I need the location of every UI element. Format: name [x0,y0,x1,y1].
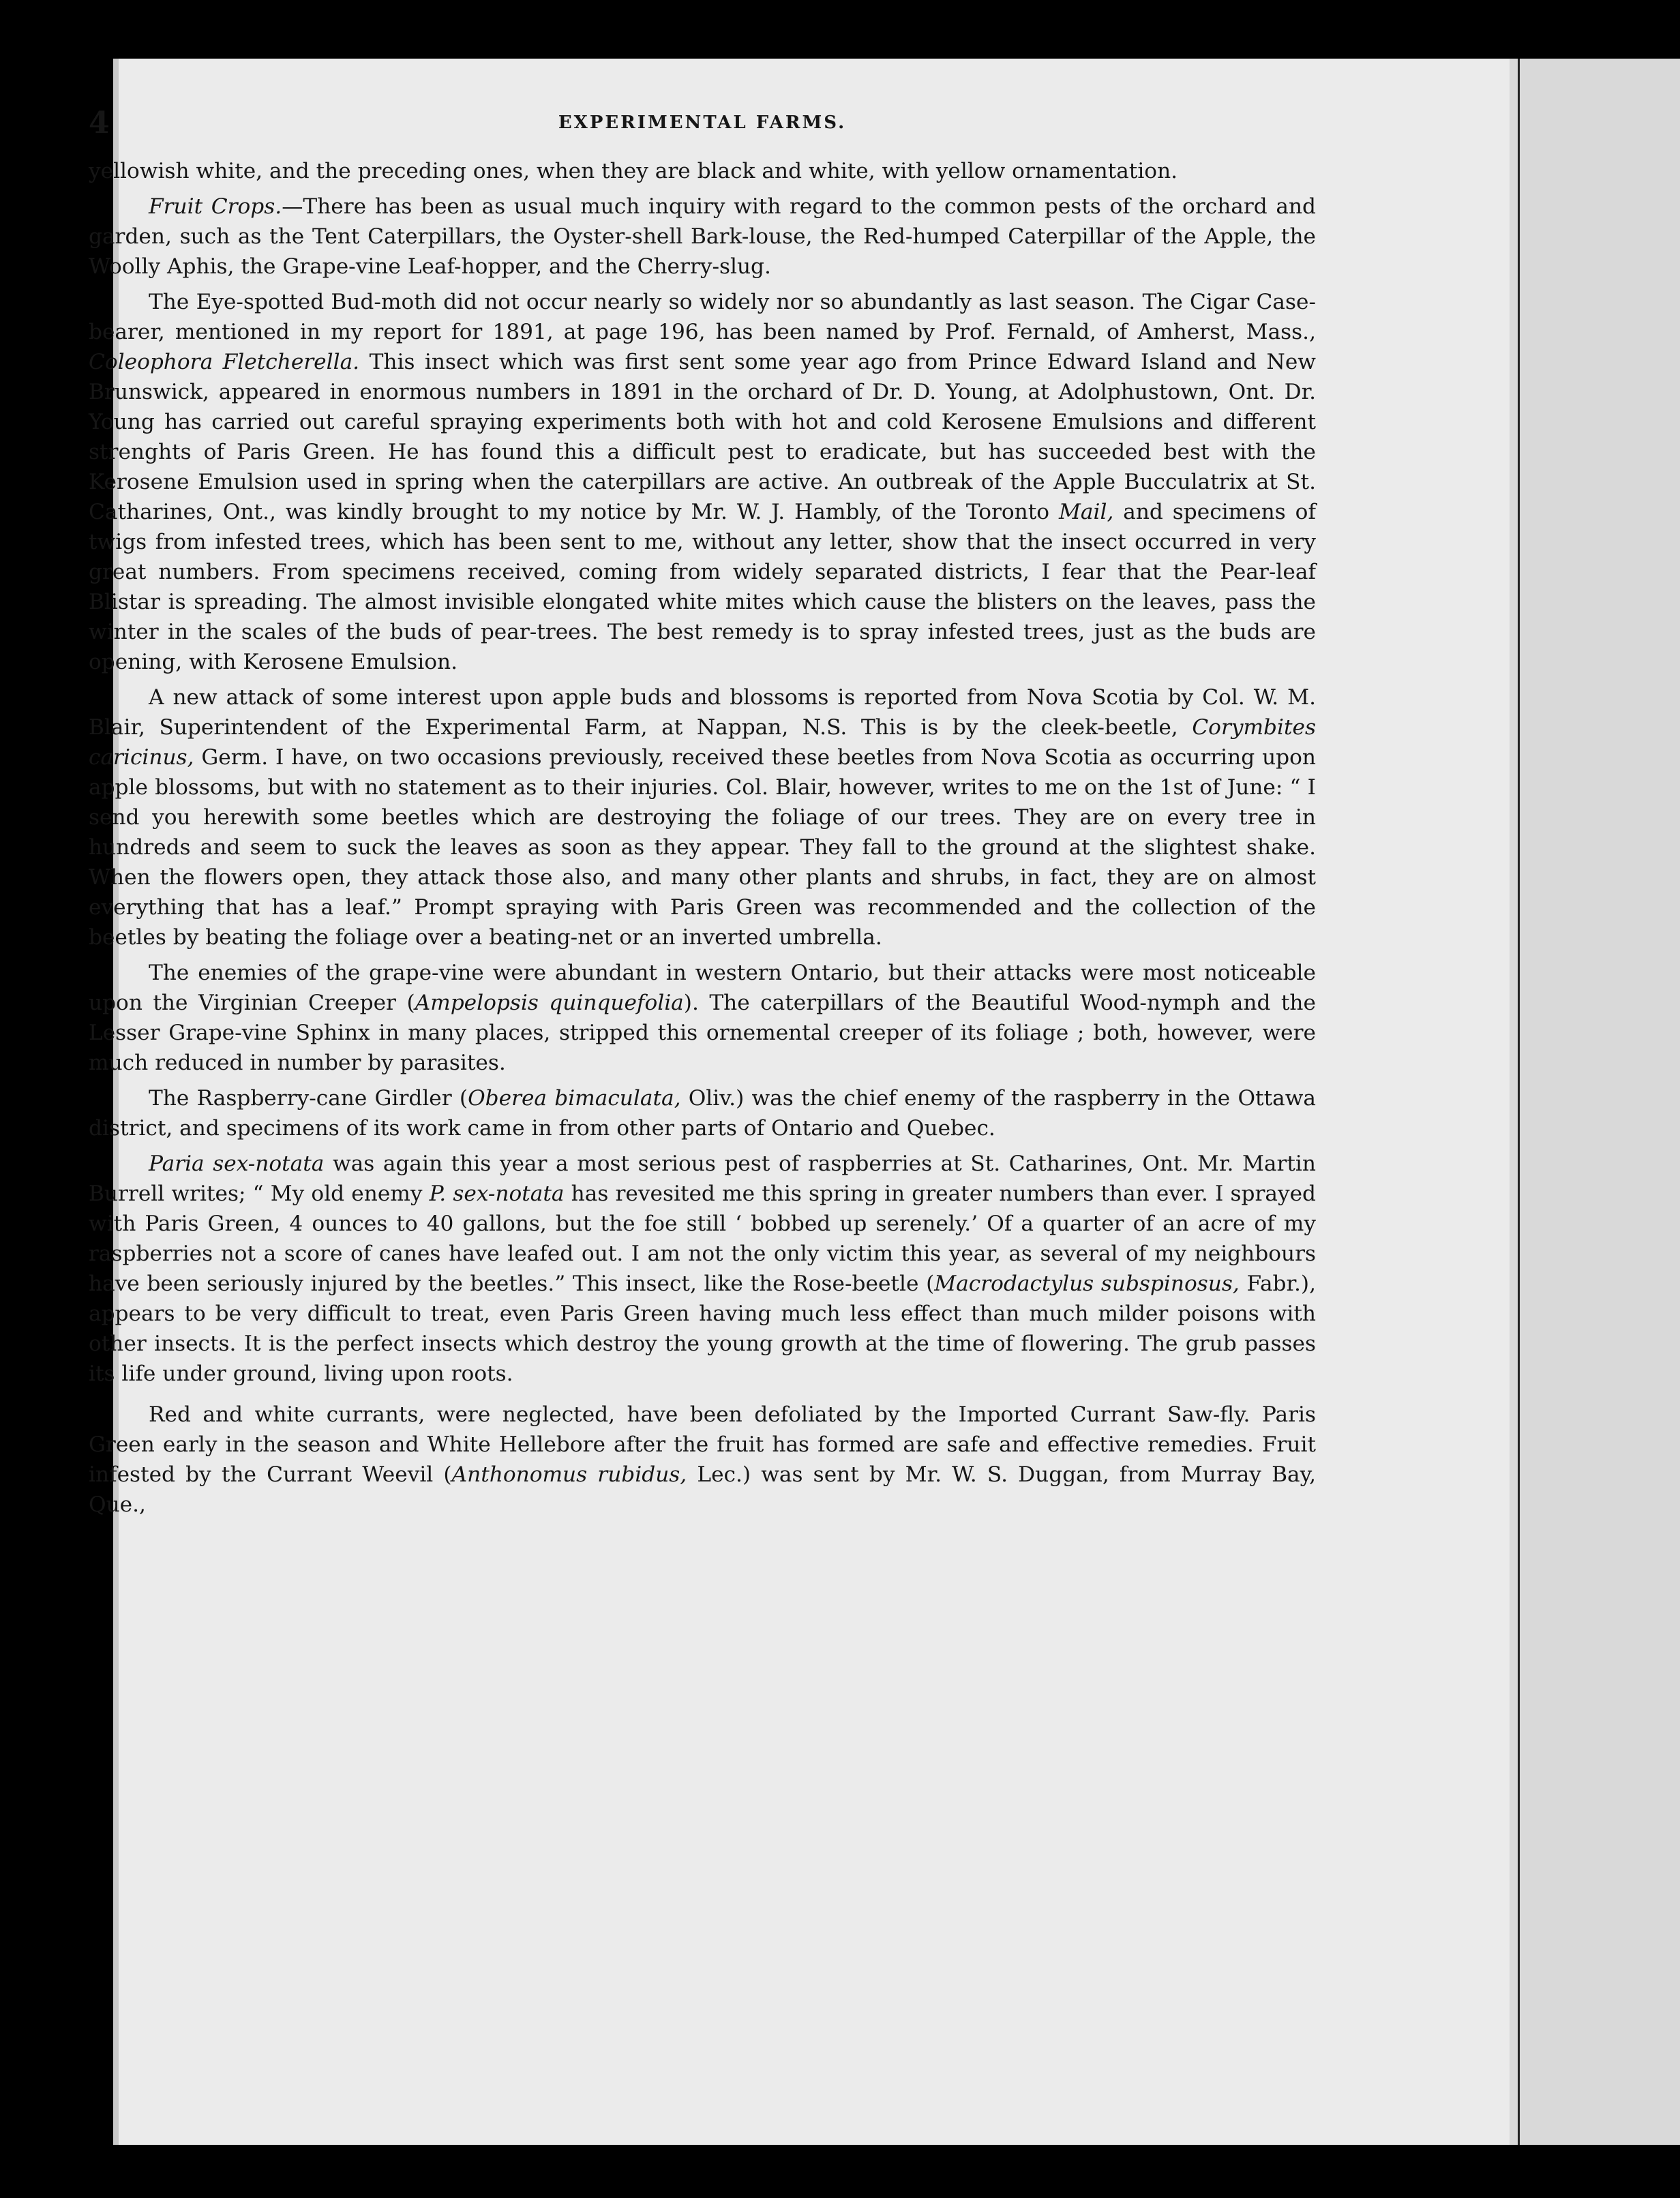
text-run: and specimens of twigs from infested trees, which has been sent to me, without any letter, show that the insect occurred in very great numbers. From specimens received, coming from widely separated districts, I fear that the Pear-leaf Blistar is spreading. The almost invisible elongated white mites which cause the blisters on the leaves, pass the winter in the scales of the buds of pear-trees. The best remedy is to spray infested trees, just as the buds are opening, with Kerosene Emulsion. [89,500,1316,674]
italic-text-run: Coleophora Fletcherella. [89,350,360,374]
text-run: A new attack of some interest upon apple buds and blossoms is reported from Nova Scotia by Col. W. M. Blair, Superintendent of the Experimental Farm, at Nappan, N.S. This is by the cleek-beetle, [89,685,1316,740]
text-run: This insect which was first sent some year ago from Prince Edward Island and New Brunswick, appeared in enormous numbers in 1891 in the orchard of Dr. D. Young, at Adolphustown, Ont. Dr. Young has carried out careful spraying experiments both with hot and cold Kerosene Emulsions and different strenghts of Paris Green. He has found this a difficult pest to eradicate, but has succeeded best with the Kerosene Emulsion used in spring when the caterpillars are active. An outbreak of the Apple Bucculatrix at St. Catharines, Ont., was kindly brought to my notice by Mr. W. J. Hambly, of the Toronto [89,350,1316,524]
page-binding-line [1518,59,1520,2145]
paragraph [89,1149,1316,1389]
text-run: The Eye-spotted Bud-moth did not occur nearly so widely nor so abundantly as last season. The Cigar Case-bearer, mentioned in my report for 1891, at page 196, has been named by Prof. Fernald, of Amherst, Mass., [89,290,1316,344]
paragraph [89,287,1316,677]
text-run: Fabr.), appears to be very difficult to treat, even Paris Green having much less effect than much milder poisons with other insects. It is the perfect insects which destroy the young growth at the time of flowering. The grub passes its life under ground, living upon roots. [89,1271,1316,1386]
adjacent-page-margin [1510,59,1680,2145]
paragraph [89,682,1316,952]
italic-text-run: Ampelopsis quinquefolia [415,991,684,1015]
text-run: Red and white currants, were neglected, have been defoliated by the Imported Currant Saw-fly. Paris Green early in the season and White Hellebore after the fruit has formed are safe and effective remedies. Fruit infested by the Currant Weevil ( [89,1402,1316,1487]
italic-text-run: Macrodactylus subspinosus, [934,1271,1240,1296]
italic-text-run: Corymbites caricinus, [89,715,1316,770]
paragraph [89,1083,1316,1143]
text-run: ). The caterpillars of the Beautiful Wood-nymph and the Lesser Grape-vine Sphinx in many places, stripped this ornemental creeper of its foliage ; both, however, were much reduced in number by parasites. [89,991,1316,1075]
text-run: The enemies of the grape-vine were abundant in western Ontario, but their attacks were most noticeable upon the Virginian Creeper ( [89,961,1316,1015]
text-run: The Raspberry-cane Girdler ( [149,1086,468,1111]
text-run: Oliv.) was the chief enemy of the raspberry in the Ottawa district, and specimens of its work came in from other parts of Ontario and Quebec. [89,1086,1316,1141]
page-header [89,106,1316,147]
paragraph [89,192,1316,282]
paragraph [89,958,1316,1078]
text-run: Lec.) was sent by Mr. W. S. Duggan, from Murray Bay, Que., [89,1462,1316,1517]
page-number: 4 [89,106,110,140]
text-run: yellowish white, and the preceding ones, when they are black and white, with yellow ornamentation. [89,159,1178,183]
italic-text-run: Paria sex-notata [149,1151,325,1176]
italic-text-run: Mail, [1058,500,1114,524]
text-run: Germ. I have, on two occasions previously, received these beetles from Nova Scotia as occurring upon apple blossoms, but with no statement as to their injuries. Col. Blair, however, writes to me on the 1st of June: “ I send you herewith some beetles which are destroying the foliage of our trees. They are on every tree in hundreds and seem to suck the leaves as soon as they appear. They fall to the ground at the slightest shake. When the flowers open, they attack those also, and many other plants and shrubs, in fact, they are on almost everything that has a leaf.” Prompt spraying with Paris Green was recommended and the collection of the beetles by beating the foliage over a beating-net or an inverted umbrella. [89,745,1316,950]
italic-text-run: Fruit Crops. [149,194,282,219]
text-run: was again this year a most serious pest of raspberries at St. Catharines, Ont. Mr. Martin Burrell writes; “ My old enemy [89,1151,1316,1206]
italic-text-run: Anthonomus rubidus, [451,1462,687,1487]
paragraph [89,156,1316,186]
text-run: has revesited me this spring in greater numbers than ever. I sprayed with Paris Green, 4 ounces to 40 gallons, but the foe still ‘ bobbed up serenely.’ Of a quarter of an acre of my raspberries not a score of canes have leafed out. I am not the only victim this year, as several of my neighbours have been seriously injured by the beetles.” This insect, like the Rose-beetle ( [89,1181,1316,1296]
page-content [89,106,1316,1520]
body-text [89,156,1316,1520]
text-run: —There has been as usual much inquiry with regard to the common pests of the orchard and garden, such as the Tent Caterpillars, the Oyster-shell Bark-louse, the Red-humped Caterpillar of the Apple, the Woolly Aphis, the Grape-vine Leaf-hopper, and the Cherry-slug. [89,194,1316,279]
italic-text-run: Oberea bimaculata, [468,1086,681,1111]
paragraph [89,1400,1316,1520]
running-head: EXPERIMENTAL FARMS. [558,112,847,133]
italic-text-run: P. sex-notata [429,1181,565,1206]
